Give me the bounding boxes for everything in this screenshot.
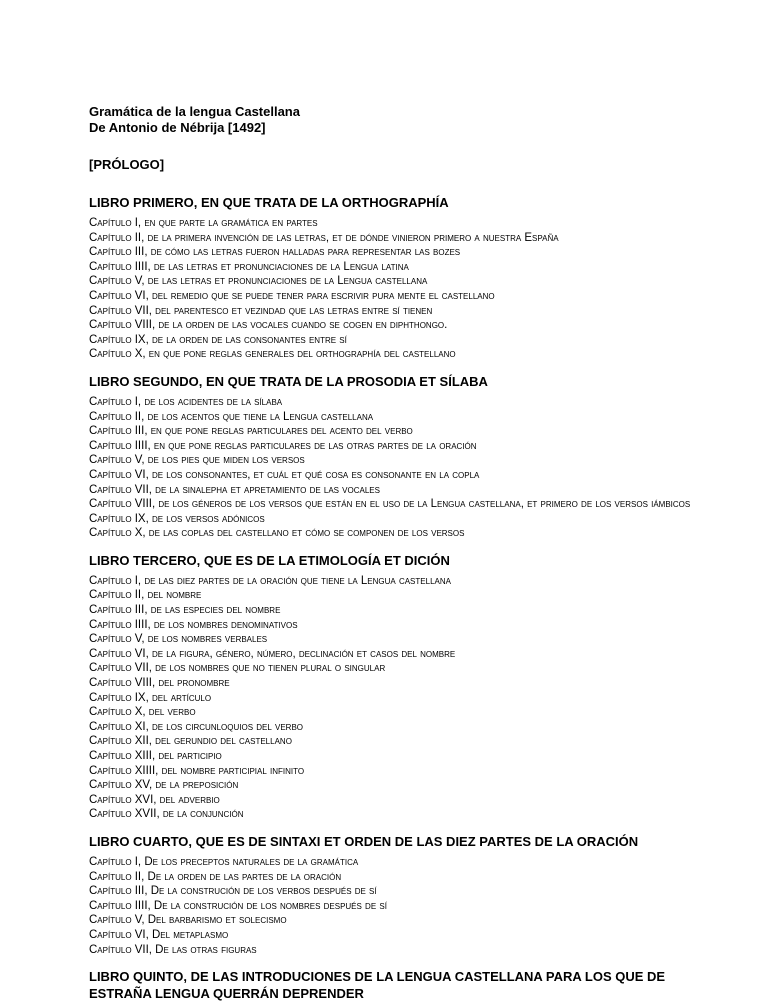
libro-heading: LIBRO CUARTO, QUE ES DE SINTAXI ET ORDEN DE LAS DIEZ PARTES DE LA ORACIÓN [89,833,639,849]
chapter-item: Capítulo VII, De las otras figuras [89,943,257,956]
chapter-item: Capítulo X, del verbo [89,706,196,719]
chapter-item: Capítulo XI, de los circunloquios del verbo [89,720,304,733]
chapter-item: Capítulo XV, de la preposición [89,779,239,792]
chapter-item: Capítulo IX, de la orden de las consonantes entre sí [89,333,347,346]
table-of-contents [89,194,729,1002]
chapter-item: Capítulo III, de las especies del nombre [89,604,281,617]
chapter-item: Capítulo VI, de los consonantes, et cuál et qué cosa es consonante en la copla [89,468,480,481]
chapter-item: Capítulo I, en que parte la gramática en partes [89,217,318,229]
chapter-item: Capítulo XIIII, del nombre participial infinito [89,764,305,777]
chapter-item: Capítulo I, de las diez partes de la oración que tiene la Lengua castellana [89,574,451,587]
chapter-item: Capítulo IX, del artículo [89,691,212,704]
chapter-item: Capítulo V, Del barbarismo et solecismo [89,914,287,927]
chapter-item: Capítulo IIII, de las letras et pronunciaciones de la Lengua latina [89,260,409,273]
chapter-item: Capítulo II, de los acentos que tiene la Lengua castellana [89,410,374,423]
chapter-item: Capítulo V, de los nombres verbales [89,633,268,646]
chapter-item: Capítulo VII, de la sinalepha et apretamiento de las vocales [89,483,380,496]
chapter-item: Capítulo VII, de los nombres que no tienen plural o singular [89,662,386,675]
chapter-item: Capítulo XVI, del adverbio [89,793,220,806]
chapter-item: Capítulo X, en que pone reglas generales del orthographía del castellano [89,348,456,361]
chapter-item: Capítulo III, de cómo las letras fueron halladas para representar las bozes [89,246,461,259]
chapter-item: Capítulo IIII, de los nombres denominativos [89,618,298,631]
libro-heading: LIBRO QUINTO, DE LAS INTRODUCIONES DE LA LENGUA CASTELLANA PARA LOS QUE DE ESTRAÑA LENGUA QUERRÁN DEPRENDER [89,969,666,1002]
chapter-item: Capítulo XVII, de la conjunción [89,808,244,821]
chapter-item: Capítulo VI, del remedio que se puede tener para escrivir pura mente el castellano [89,289,495,302]
chapter-item: Capítulo II, de la primera invención de las letras, et de dónde vinieron primero a nuestra España [89,231,559,244]
chapter-item: Capítulo I, De los preceptos naturales de la gramática [89,855,359,868]
libro-heading: LIBRO TERCERO, QUE ES DE LA ETIMOLOGÍA ET DICIÓN [89,552,450,568]
chapter-item: Capítulo XII, del gerundio del castellano [89,735,292,748]
document-author: De Antonio de Nébrija [1492] [89,120,266,135]
chapter-item: Capítulo VI, de la figura, género, número, declinación et casos del nombre [89,647,456,660]
chapter-item: Capítulo VIII, de los géneros de los versos que están en el uso de la Lengua castellana, et primero de los versos iámbicos [89,498,691,511]
chapter-item: Capítulo VI, Del metaplasmo [89,928,229,941]
chapter-item: Capítulo VII, del parentesco et vezindad que las letras entre sí tienen [89,304,433,317]
document-title: Gramática de la lengua Castellana [89,104,300,119]
prologo-heading: [PRÓLOGO] [89,157,165,172]
libro-heading: LIBRO PRIMERO, EN QUE TRATA DE LA ORTHOGRAPHÍA [89,195,449,210]
document-page [89,104,729,1007]
chapter-item: Capítulo II, del nombre [89,589,202,602]
chapter-item: Capítulo VIII, del pronombre [89,677,230,690]
chapter-item: Capítulo V, de las letras et pronunciaciones de la Lengua castellana [89,275,428,288]
chapter-item: Capítulo IX, de los versos adónicos [89,512,265,525]
chapter-item: Capítulo VIII, de la orden de las vocales cuando se cogen en diphthongo. [89,319,448,332]
chapter-item: Capítulo XIII, del participio [89,750,222,762]
chapter-item: Capítulo I, de los acidentes de la sílaba [89,395,283,408]
chapter-item: Capítulo II, De la orden de las partes de la oración [89,870,342,883]
chapter-item: Capítulo V, de los pies que miden los versos [89,454,305,467]
libro-heading: LIBRO SEGUNDO, EN QUE TRATA DE LA PROSODIA ET SÍLABA [89,373,488,389]
chapter-item: Capítulo IIII, en que pone reglas particulares de las otras partes de la oración [89,439,477,452]
chapter-item: Capítulo IIII, De la construción de los nombres después de sí [89,899,387,912]
chapter-item: Capítulo III, en que pone reglas particulares del acento del verbo [89,425,413,438]
chapter-item: Capítulo X, de las coplas del castellano et cómo se componen de los versos [89,527,465,540]
chapter-item: Capítulo III, De la construción de los verbos después de sí [89,885,377,898]
